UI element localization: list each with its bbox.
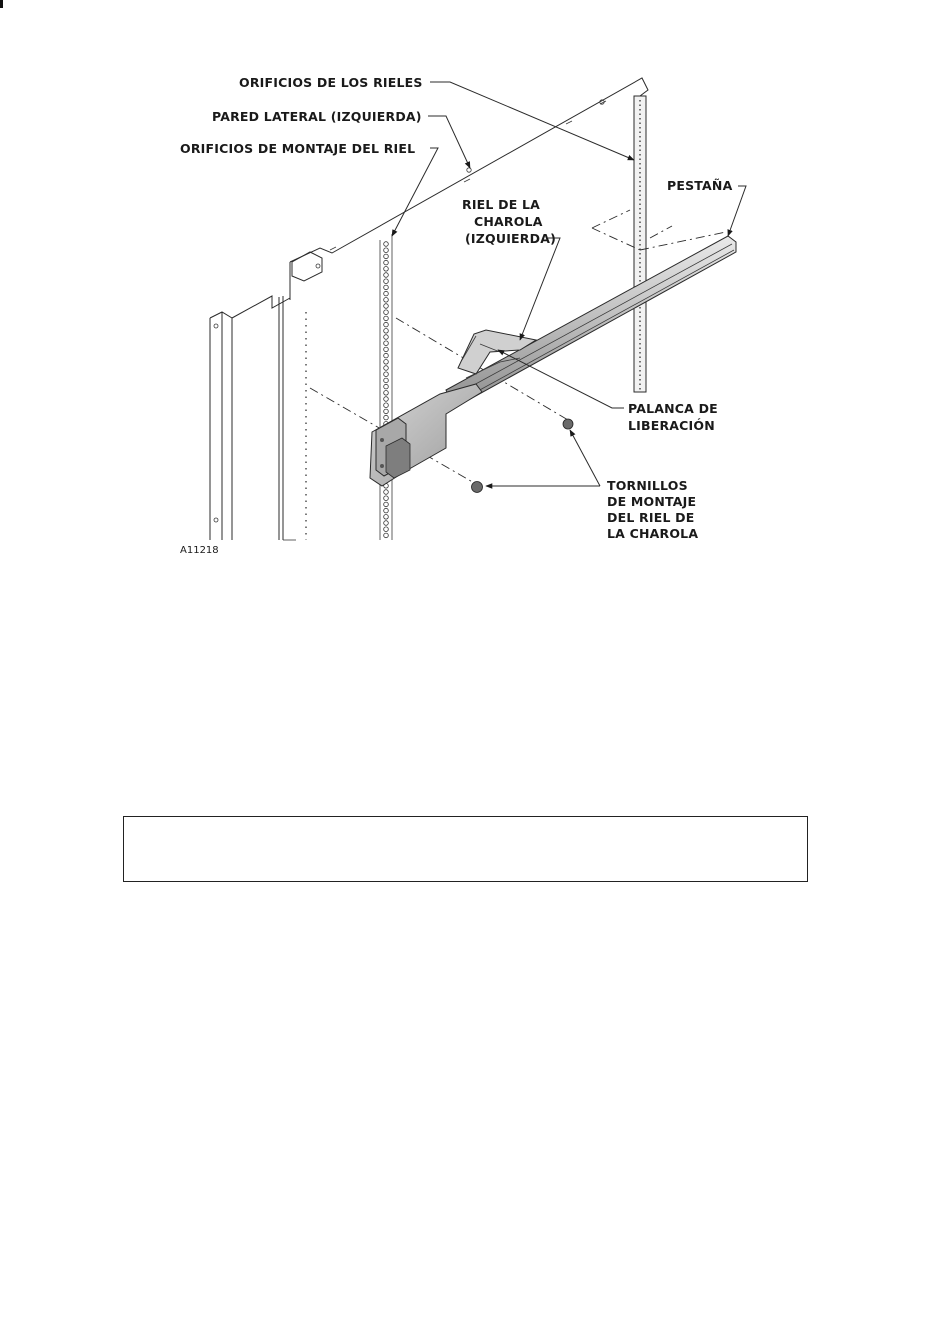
mounting-hole [384, 521, 389, 526]
rear-rail-strip [634, 96, 646, 392]
callout-tab: PESTAÑA [667, 178, 733, 193]
mounting-hole [384, 335, 389, 340]
callout-screws-line2: DE MONTAJE [607, 494, 697, 509]
mounting-screws [472, 419, 574, 493]
mounting-hole [384, 273, 389, 278]
mounting-hole [384, 378, 389, 383]
mounting-hole [384, 254, 389, 259]
mounting-hole [384, 291, 389, 296]
callout-screws-line4: LA CHAROLA [607, 526, 699, 541]
mounting-hole [384, 409, 389, 414]
mounting-hole [384, 515, 389, 520]
mounting-hole [384, 347, 389, 352]
callout-screws-line3: DEL RIEL DE [607, 510, 695, 525]
mounting-hole [384, 372, 389, 377]
mounting-hole [384, 397, 389, 402]
mounting-hole [384, 360, 389, 365]
mounting-hole [384, 310, 389, 315]
mounting-hole [384, 329, 389, 334]
mounting-hole [384, 316, 389, 321]
mounting-hole [384, 279, 389, 284]
tray-rail-installation-diagram [0, 0, 950, 620]
mounting-hole [384, 242, 389, 247]
mounting-hole [384, 391, 389, 396]
mounting-hole [384, 353, 389, 358]
mounting-hole [384, 490, 389, 495]
callout-release-lever-line1: PALANCA DE [628, 401, 718, 416]
mounting-hole [384, 298, 389, 303]
mounting-hole [384, 384, 389, 389]
mounting-hole [384, 415, 389, 420]
mounting-hole [384, 248, 389, 253]
callout-release-lever-line2: LIBERACIÓN [628, 418, 715, 433]
mounting-hole [384, 285, 389, 290]
mounting-hole [384, 304, 389, 309]
mounting-hole [384, 267, 389, 272]
tray-rail-assembly [370, 236, 736, 486]
mounting-hole [384, 403, 389, 408]
callout-tray-rail-line2: CHAROLA [474, 214, 543, 229]
mounting-hole [384, 341, 389, 346]
mounting-hole [384, 508, 389, 513]
mounting-hole [384, 502, 389, 507]
callout-screws-line1: TORNILLOS [607, 478, 688, 493]
figure-id-label: A11218 [180, 545, 219, 556]
callout-tray-rail-line1: RIEL DE LA [462, 197, 541, 212]
mounting-hole [384, 322, 389, 327]
mounting-hole [384, 260, 389, 265]
mounting-hole [384, 527, 389, 532]
mounting-hole [384, 533, 389, 538]
note-box [123, 816, 808, 882]
mounting-hole [384, 366, 389, 371]
callout-tray-rail-line3: (IZQUIERDA) [465, 231, 556, 246]
rail-mounting-hole-column [380, 234, 392, 540]
mounting-hole [384, 496, 389, 501]
callout-mounting-holes: ORIFICIOS DE MONTAJE DEL RIEL [180, 141, 416, 156]
callout-rail-holes: ORIFICIOS DE LOS RIELES [239, 75, 423, 90]
callout-side-wall: PARED LATERAL (IZQUIERDA) [212, 109, 422, 124]
